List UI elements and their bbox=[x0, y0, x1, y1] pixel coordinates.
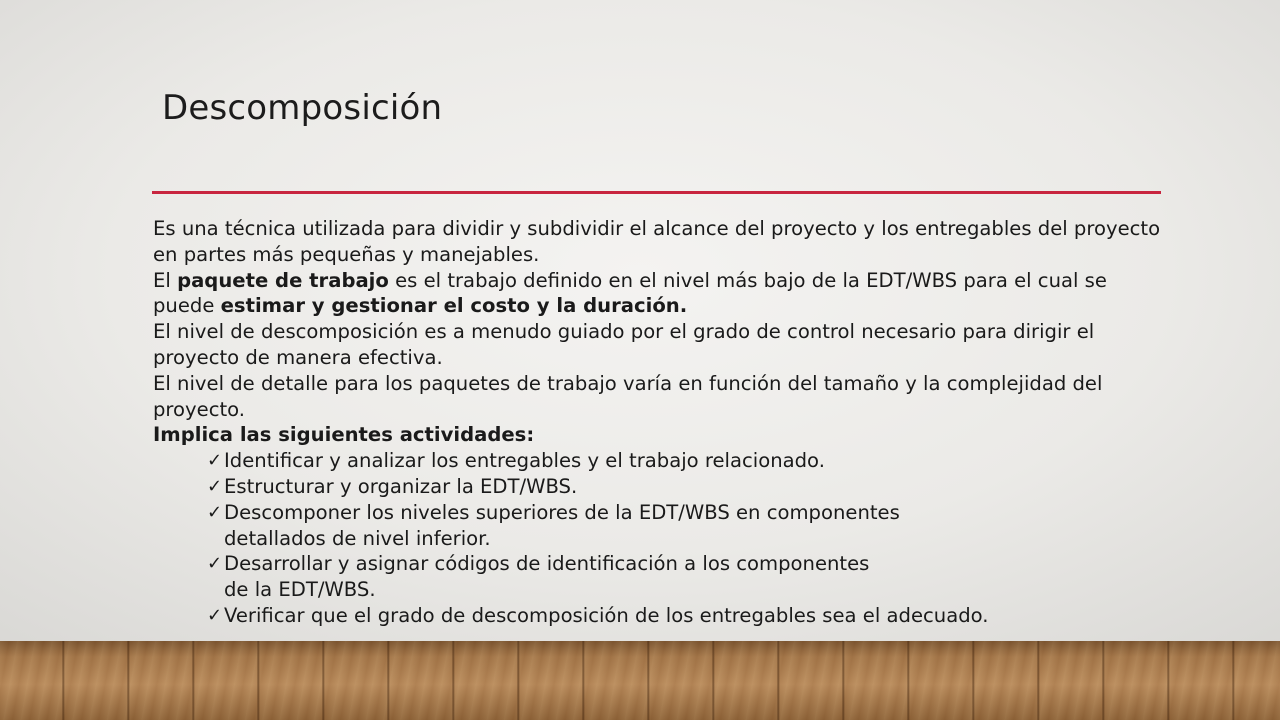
emphasis-text: paquete de trabajo bbox=[177, 268, 389, 292]
checkmark-icon: ✓ bbox=[207, 553, 223, 575]
activity-text-line: Verificar que el grado de descomposición de los entregables sea el adecuado. bbox=[224, 603, 989, 627]
activity-item bbox=[207, 474, 1163, 500]
checkmark-icon: ✓ bbox=[207, 450, 223, 472]
paragraph-text: El nivel de descomposición es a menudo guiado por el grado de control necesario para dirigir el proyecto de manera efectiva. bbox=[153, 320, 1095, 369]
activities-list bbox=[153, 448, 1163, 629]
paragraph-text: es el trabajo definido en el nivel más bajo de la EDT/WBS para el cual se puede bbox=[153, 268, 1107, 318]
activity-text-line: Identificar y analizar los entregables y el trabajo relacionado. bbox=[224, 449, 825, 473]
checkmark-icon: ✓ bbox=[207, 501, 223, 523]
body-paragraph bbox=[153, 371, 1163, 423]
activity-text-line: de la EDT/WBS. bbox=[224, 578, 376, 602]
paragraph-text: Es una técnica utilizada para dividir y subdividir el alcance del proyecto y los entregables del proyecto en partes más pequeñas y manejables. bbox=[153, 217, 1161, 266]
activity-text-line: Desarrollar y asignar códigos de identificación a los componentes bbox=[224, 552, 870, 576]
activity-text-line: Estructurar y organizar la EDT/WBS. bbox=[224, 474, 578, 498]
slide-title: Descomposición bbox=[162, 88, 443, 128]
body-paragraphs bbox=[153, 216, 1163, 422]
slide-body bbox=[153, 216, 1163, 629]
title-divider bbox=[152, 191, 1161, 194]
activities-heading: Implica las siguientes actividades: bbox=[153, 423, 535, 447]
body-paragraph bbox=[153, 319, 1163, 371]
activity-item bbox=[207, 551, 1163, 603]
paragraph-text: El nivel de detalle para los paquetes de trabajo varía en función del tamaño y la complejidad del proyecto. bbox=[153, 371, 1103, 421]
activity-text-line: detallados de nivel inferior. bbox=[224, 526, 491, 550]
paragraph-text: El bbox=[153, 268, 178, 292]
activity-item bbox=[207, 603, 1163, 629]
activity-item bbox=[207, 500, 1163, 552]
emphasis-text: estimar y gestionar el costo y la duración. bbox=[220, 294, 688, 318]
activity-item bbox=[207, 448, 1163, 474]
body-paragraph bbox=[153, 216, 1163, 268]
activity-text-line: Descomponer los niveles superiores de la EDT/WBS en componentes bbox=[224, 500, 900, 524]
checkmark-icon: ✓ bbox=[207, 475, 223, 497]
body-paragraph bbox=[153, 268, 1163, 320]
wood-floor-decoration bbox=[0, 641, 1280, 720]
checkmark-icon: ✓ bbox=[207, 604, 223, 626]
